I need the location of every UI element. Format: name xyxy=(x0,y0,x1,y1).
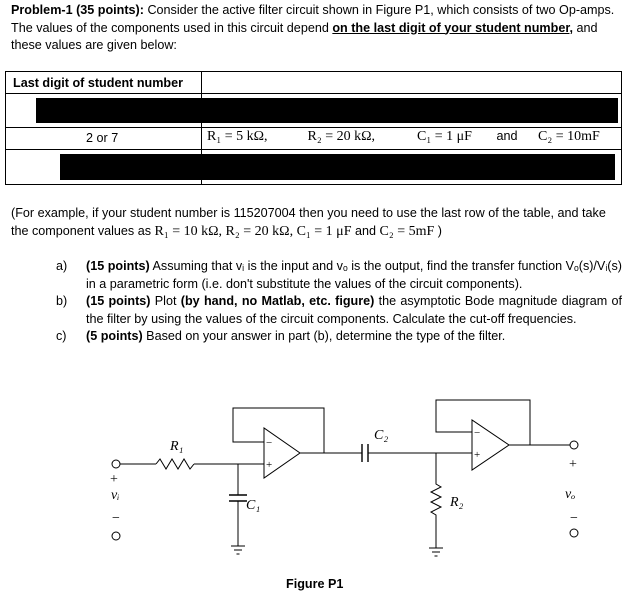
resistor-r1 xyxy=(156,459,194,469)
problem-title: Problem-1 (35 points): xyxy=(11,3,144,17)
value-r2: R₂ = 20 kΩ, xyxy=(307,129,376,144)
table-rule xyxy=(6,127,621,128)
table-row-label: 2 or 7 xyxy=(86,131,119,145)
question-text: the asymptotic Bode magnitude diagram of the filter by using the values of the circuit components. Calculate the cut-off frequencies. xyxy=(86,294,623,326)
value-and: and xyxy=(496,129,518,143)
question-list xyxy=(56,258,622,346)
problem-statement xyxy=(11,2,621,55)
table-row-values xyxy=(207,129,600,145)
label-c1: C₁ xyxy=(246,498,261,513)
example-note xyxy=(11,205,623,240)
circuit-figure xyxy=(100,398,590,570)
example-text-2: then you need to use the last row of the table, and take the component values as xyxy=(11,206,606,238)
feedback-wire-2 xyxy=(436,400,530,445)
opamp1-plus: + xyxy=(266,459,273,471)
question-text: Assuming that vᵢ is the input and vₒ is the output, find the transfer function Vₒ(s)/Vᵢ(s) in a parametric form (i.e. don't substitute the values of the circuit components). xyxy=(86,259,622,291)
label-r1: R₁ xyxy=(170,439,184,454)
label-r2: R₂ xyxy=(450,495,464,510)
capacitor-c2 xyxy=(362,444,368,462)
component-table xyxy=(5,71,622,185)
question-points: (15 points) xyxy=(86,259,150,273)
input-terminal-bottom xyxy=(112,532,120,540)
redaction-bar xyxy=(60,154,615,180)
ground-symbol xyxy=(231,546,245,554)
question-points: (15 points) xyxy=(86,294,151,309)
table-rule xyxy=(6,93,621,94)
label-c2: C₂ xyxy=(374,428,389,443)
question-label: b) xyxy=(56,294,68,309)
question-text: Based on your answer in part (b), determine the type of the filter. xyxy=(142,329,506,344)
example-text-1: (For example, if your student number is 115207004 xyxy=(11,206,296,220)
question-a xyxy=(56,258,622,293)
ground-symbol xyxy=(429,548,443,556)
intro-text-2: and these values are given below: xyxy=(11,20,598,52)
input-minus-sign: − xyxy=(112,511,120,526)
feedback-wire-1 xyxy=(233,408,324,453)
opamp1-minus: − xyxy=(266,437,273,449)
input-plus-sign: + xyxy=(110,472,118,487)
question-b xyxy=(56,293,622,328)
opamp2-plus: + xyxy=(474,449,481,461)
example-values: R₁ = 10 kΩ, R₂ = 20 kΩ, C₁ = 1 μF xyxy=(154,223,352,239)
example-c2: C₂ = 5mF xyxy=(379,223,435,239)
value-r1: R₁ = 5 kΩ, xyxy=(207,129,268,144)
input-terminal-top xyxy=(112,460,120,468)
question-text: Plot xyxy=(150,294,181,309)
table-rule xyxy=(6,149,621,150)
resistor-r2 xyxy=(431,453,441,548)
output-terminal-bottom xyxy=(570,529,578,537)
label-vi: vᵢ xyxy=(111,488,120,503)
label-vo: vₒ xyxy=(565,487,576,502)
table-header: Last digit of student number xyxy=(13,76,184,90)
question-label: a) xyxy=(56,259,68,273)
value-c2: C₂ = 10mF xyxy=(538,129,600,144)
example-close: ) xyxy=(434,223,442,238)
redaction-bar xyxy=(36,98,618,123)
question-c xyxy=(56,328,622,346)
figure-caption: Figure P1 xyxy=(286,577,344,591)
example-text-3: and xyxy=(351,223,380,238)
output-terminal-top xyxy=(570,441,578,449)
opamp2-minus: − xyxy=(474,427,481,439)
value-c1: C₁ = 1 μF xyxy=(417,129,472,144)
question-emphasis: (by hand, no Matlab, etc. figure) xyxy=(180,294,375,309)
capacitor-c1 xyxy=(229,495,247,501)
output-plus-sign: + xyxy=(569,457,577,472)
question-points: (5 points) xyxy=(86,329,143,344)
question-label: c) xyxy=(56,329,67,344)
intro-text-1: Consider the active filter circuit shown in Figure P1, which consists of two Op-amps. The values of the components used in this circuit depend xyxy=(11,3,615,35)
intro-emphasis: on the last digit of your student number, xyxy=(332,20,574,35)
output-minus-sign: − xyxy=(570,511,578,526)
